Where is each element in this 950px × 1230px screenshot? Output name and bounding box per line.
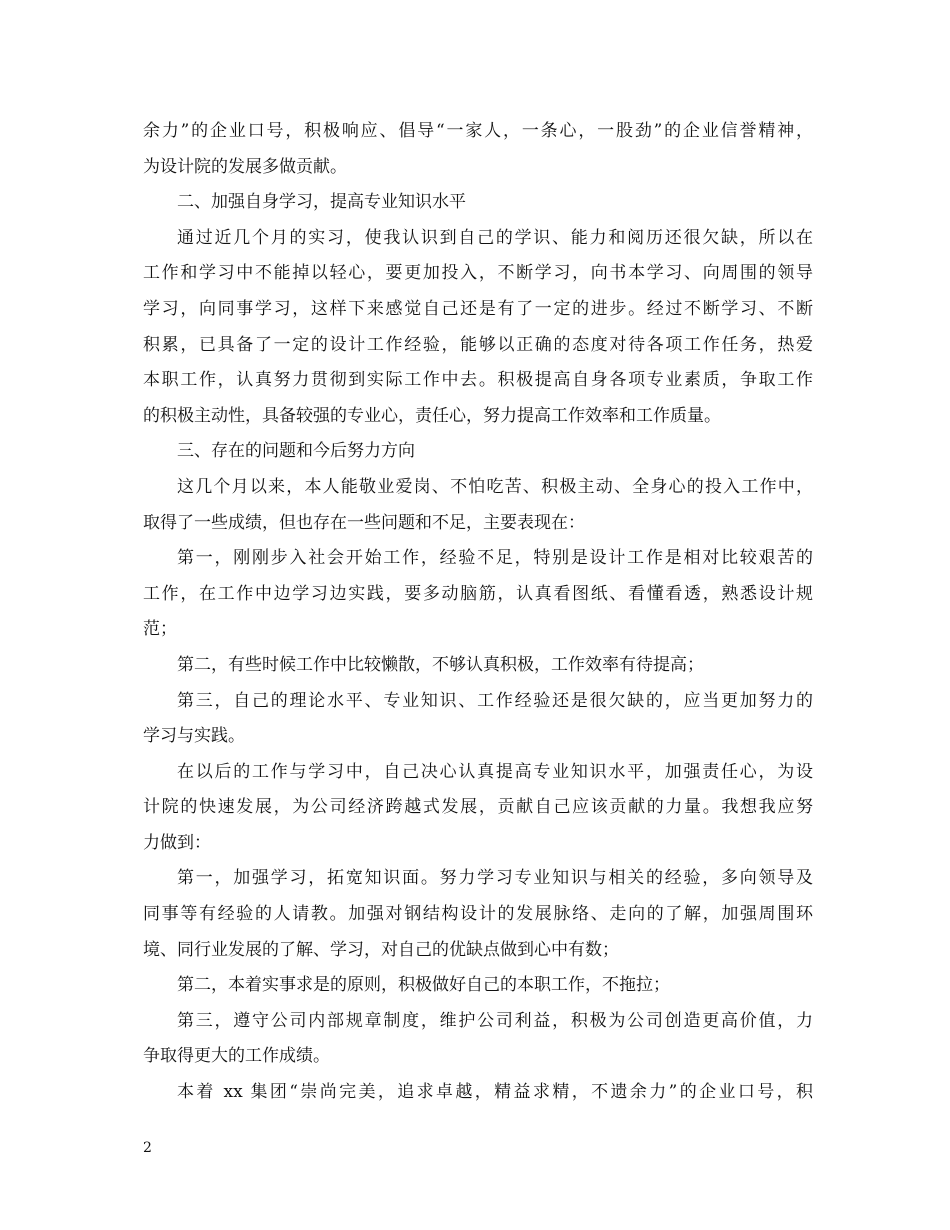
text-line: 工作和学习中不能掉以轻心，要更加投入，不断学习，向书本学习、向周围的领导 xyxy=(143,263,813,284)
text-line: 二、加强自身学习，提高专业知识水平 xyxy=(177,192,466,213)
text-line: 力做到： xyxy=(143,832,211,853)
text-line: 本职工作，认真努力贯彻到实际工作中去。积极提高自身各项专业素质，争取工作 xyxy=(143,370,813,391)
text-line: 学习与实践。 xyxy=(143,726,245,747)
text-line: 第二，有些时候工作中比较懒散，不够认真积极，工作效率有待提高； xyxy=(177,654,704,675)
text-line: 为设计院的发展多做贡献。 xyxy=(143,156,347,177)
text-line: 三、存在的问题和今后努力方向 xyxy=(177,441,415,462)
text-line: 范； xyxy=(143,619,177,640)
text-line: 取得了一些成绩，但也存在一些问题和不足，主要表现在： xyxy=(143,512,585,533)
text-line: 境、同行业发展的了解、学习，对自己的优缺点做到心中有数； xyxy=(143,939,619,960)
text-line: 通过近几个月的实习，使我认识到自己的学识、能力和阅历还很欠缺，所以在 xyxy=(177,227,813,248)
text-line: 这几个月以来，本人能敬业爱岗、不怕吃苦、积极主动、全身心的投入工作中， xyxy=(177,476,813,497)
text-line: 余力”的企业口号，积极响应、倡导“一家人，一条心，一股劲”的企业信誉精神， xyxy=(143,121,813,141)
text-line: 争取得更大的工作成绩。 xyxy=(143,1046,330,1067)
text-line: 积累，已具备了一定的设计工作经验，能够以正确的态度对待各项工作任务，热爱 xyxy=(143,334,813,355)
text-line: 学习，向同事学习，这样下来感觉自己还是有了一定的进步。经过不断学习、不断 xyxy=(143,298,813,319)
body-text xyxy=(143,114,813,1111)
text-line: 同事等有经验的人请教。加强对钢结构设计的发展脉络、走向的了解，加强周围环 xyxy=(143,904,813,925)
text-line: 在以后的工作与学习中，自己决心认真提高专业知识水平，加强责任心，为设 xyxy=(177,761,813,782)
text-line: 第一，刚刚步入社会开始工作，经验不足，特别是设计工作是相对比较艰苦的 xyxy=(177,548,813,569)
text-line: 工作，在工作中边学习边实践，要多动脑筋，认真看图纸、看懂看透，熟悉设计规 xyxy=(143,583,813,604)
page-number: 2 xyxy=(143,1140,152,1156)
text-line: 计院的快速发展，为公司经济跨越式发展，贡献自己应该贡献的力量。我想我应努 xyxy=(143,797,813,818)
text-line: 本着 xx 集团“崇尚完美，追求卓越，精益求精，不遗余力”的企业口号，积 xyxy=(177,1082,813,1103)
text-line: 的积极主动性，具备较强的专业心，责任心，努力提高工作效率和工作质量。 xyxy=(143,405,721,426)
text-line: 第一，加强学习，拓宽知识面。努力学习专业知识与相关的经验，多向领导及 xyxy=(177,868,813,889)
text-line: 第三，自己的理论水平、专业知识、工作经验还是很欠缺的，应当更加努力的 xyxy=(177,690,813,711)
text-line: 第二，本着实事求是的原则，积极做好自己的本职工作，不拖拉； xyxy=(177,975,670,996)
text-line: 第三，遵守公司内部规章制度，维护公司利益，积极为公司创造更高价值，力 xyxy=(177,1010,813,1031)
